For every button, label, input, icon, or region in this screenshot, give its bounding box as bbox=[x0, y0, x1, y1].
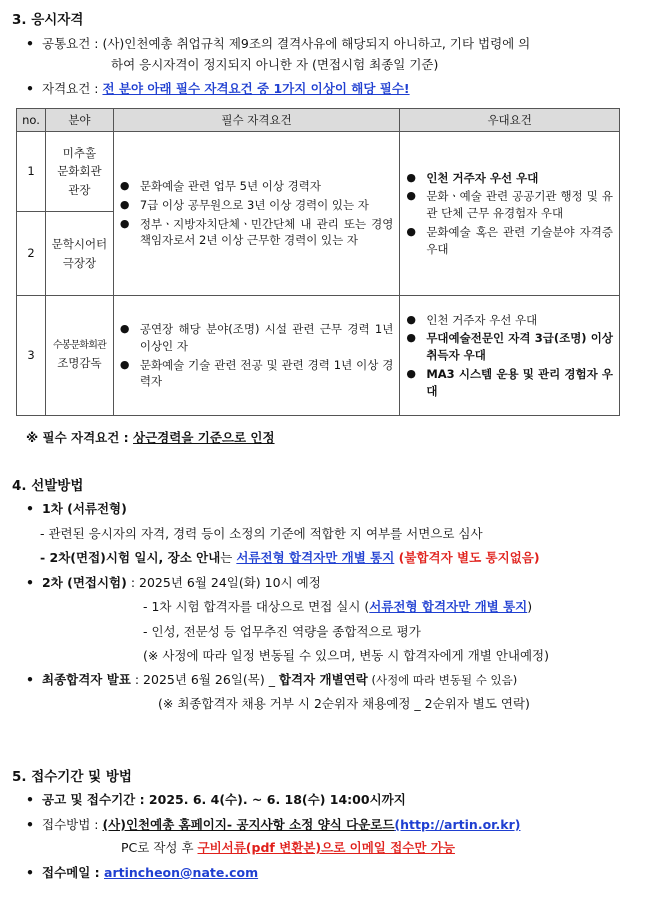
list-item: ● 문화ㆍ예술 관련 공공기관 행정 및 유관 단체 근무 유경험자 우대 bbox=[404, 188, 613, 221]
method-line2-b: 구비서류(pdf 변환본)으로 이메일 접수만 가능 bbox=[197, 840, 455, 855]
final-line2: (※ 최종합격자 채용 거부 시 2순위자 채용예정 _ 2순위자 별도 연락) bbox=[158, 696, 530, 711]
preferred-cell-3 bbox=[400, 296, 620, 416]
list-item: ● 문화예술 기술 관련 전공 및 관련 경력 1년 이상 경력자 bbox=[118, 357, 393, 390]
header-preferred: 우대요건 bbox=[400, 109, 620, 132]
table-row bbox=[17, 132, 620, 212]
homepage-link[interactable]: (http://artin.or.kr) bbox=[394, 817, 521, 832]
stage1-line2 bbox=[40, 548, 540, 566]
table-row bbox=[17, 296, 620, 416]
required-note bbox=[26, 428, 275, 446]
final-title: 최종합격자 발표 bbox=[42, 672, 131, 687]
method-url-wrap[interactable] bbox=[394, 817, 520, 832]
final-bold: 합격자 개별연락 bbox=[278, 672, 368, 687]
header-required: 필수 자격요건 bbox=[113, 109, 399, 132]
application-email bbox=[26, 863, 258, 881]
header-no: no. bbox=[17, 109, 46, 132]
row-field: 문학시어터 극장장 bbox=[45, 212, 113, 296]
stage1-title: • 1차 (서류전형) bbox=[26, 499, 127, 517]
list-item: ● 인천 거주자 우선 우대 bbox=[404, 170, 613, 187]
stage2-line3: (※ 사정에 따라 일정 변동될 수 있으며, 변동 시 합격자에게 개별 안내예정) bbox=[143, 648, 550, 663]
email-link[interactable]: artincheon@nate.com bbox=[104, 865, 259, 880]
requirements-table bbox=[16, 108, 620, 416]
list-item: ● MA3 시스템 운용 및 관리 경험자 우대 bbox=[404, 366, 613, 399]
stage1-line2-c: 서류전형 합격자만 개별 통지 bbox=[236, 550, 395, 565]
section-4-title: 4. 선발방법 bbox=[12, 478, 84, 494]
common-requirement-text: (사)인천예총 취업규칙 제9조의 결격사유에 해당되지 아니하고, 기타 법령에 의 bbox=[102, 36, 531, 51]
required-cell-1-2 bbox=[113, 132, 399, 296]
stage2-line1-c: ) bbox=[527, 599, 533, 614]
table-header-row bbox=[17, 109, 620, 132]
common-requirement-line2: 하여 응시자격이 정지되지 아니한 자 (면접시험 최종일 기준) bbox=[111, 57, 439, 72]
row-field: 조명감독 bbox=[57, 356, 102, 371]
qualification-label: 자격요건 : bbox=[42, 81, 103, 96]
stage2-line1-a: - 1차 시험 합격자를 대상으로 면접 실시 ( bbox=[143, 599, 370, 614]
email-label: 접수메일 : bbox=[42, 865, 105, 880]
stage2-line1-b: 서류전형 합격자만 개별 통지 bbox=[369, 599, 528, 614]
list-item: ● 7급 이상 공무원으로 3년 이상 경력이 있는 자 bbox=[118, 197, 393, 214]
note-prefix: ※ 필수 자격요건 : bbox=[26, 430, 134, 445]
row-no: 1 bbox=[17, 132, 46, 212]
method-line2 bbox=[121, 838, 455, 856]
application-period: • 공고 및 접수기간 : 2025. 6. 4(수). ~ 6. 18(수) 14:00시까지 bbox=[26, 790, 406, 808]
row-no: 2 bbox=[17, 212, 46, 296]
section-3-title: 3. 응시자격 bbox=[12, 12, 84, 28]
final-line bbox=[26, 670, 517, 688]
row-field-cell bbox=[45, 296, 113, 416]
stage1-line2-b: 는 bbox=[220, 550, 237, 565]
final-schedule: : 2025년 6월 26일(목) _ bbox=[130, 672, 279, 687]
stage2-line1 bbox=[143, 597, 532, 615]
final-note: (사정에 따라 변동될 수 있음) bbox=[367, 673, 518, 687]
list-item: ● 문화예술 혹은 관련 기술분야 자격증 우대 bbox=[404, 224, 613, 257]
stage2-title: 2차 (면접시험) bbox=[42, 575, 127, 590]
method-line2-a: PC로 작성 후 bbox=[121, 840, 198, 855]
stage1-line2-d: (불합격자 별도 통지없음) bbox=[394, 550, 540, 565]
stage1-line1: - 관련된 응시자의 자격, 경력 등이 소정의 기준에 적합한 지 여부를 서면으로 심사 bbox=[40, 526, 483, 541]
common-requirement-label: 공통요건 : bbox=[42, 36, 103, 51]
application-method bbox=[26, 815, 520, 833]
method-text: (사)인천예총 홈페이지- 공지사항 소정 양식 다운로드 bbox=[102, 817, 395, 832]
note-text: 상근경력을 기준으로 인정 bbox=[133, 430, 275, 445]
row-field: 미추홀 문화회관 관장 bbox=[45, 132, 113, 212]
list-item: ● 인천 거주자 우선 우대 bbox=[404, 312, 613, 329]
row-field-small: 수봉문화회관 bbox=[52, 340, 106, 352]
stage2-line2: - 인성, 전문성 등 업무추진 역량을 종합적으로 평가 bbox=[143, 624, 421, 639]
stage2-schedule: : 2025년 6월 24일(화) 10시 예정 bbox=[126, 575, 321, 590]
row-no: 3 bbox=[17, 296, 46, 416]
qualification-requirement bbox=[26, 79, 410, 97]
required-cell-3 bbox=[113, 296, 399, 416]
list-item: ● 정부ㆍ지방자치단체ㆍ민간단체 내 관리 또는 경영책임자로서 2년 이상 근무한 경력이 있는 자 bbox=[118, 216, 393, 249]
list-item: ● 무대예술전문인 자격 3급(조명) 이상 취득자 우대 bbox=[404, 330, 613, 363]
preferred-cell-1-2 bbox=[400, 132, 620, 296]
stage2-line bbox=[26, 573, 321, 591]
method-label: 접수방법 : bbox=[42, 817, 103, 832]
qualification-text: 전 분야 아래 필수 자격요건 중 1가지 이상이 해당 필수! bbox=[102, 81, 410, 96]
stage1-line2-a: - 2차(면접)시험 일시, 장소 안내 bbox=[40, 550, 221, 565]
header-field: 분야 bbox=[45, 109, 113, 132]
list-item: ● 문화예술 관련 업무 5년 이상 경력자 bbox=[118, 178, 393, 195]
list-item: ● 공연장 해당 분야(조명) 시설 관련 근무 경력 1년 이상인 자 bbox=[118, 321, 393, 354]
common-requirement-line1 bbox=[26, 34, 530, 52]
section-5-title: 5. 접수기간 및 방법 bbox=[12, 769, 132, 785]
